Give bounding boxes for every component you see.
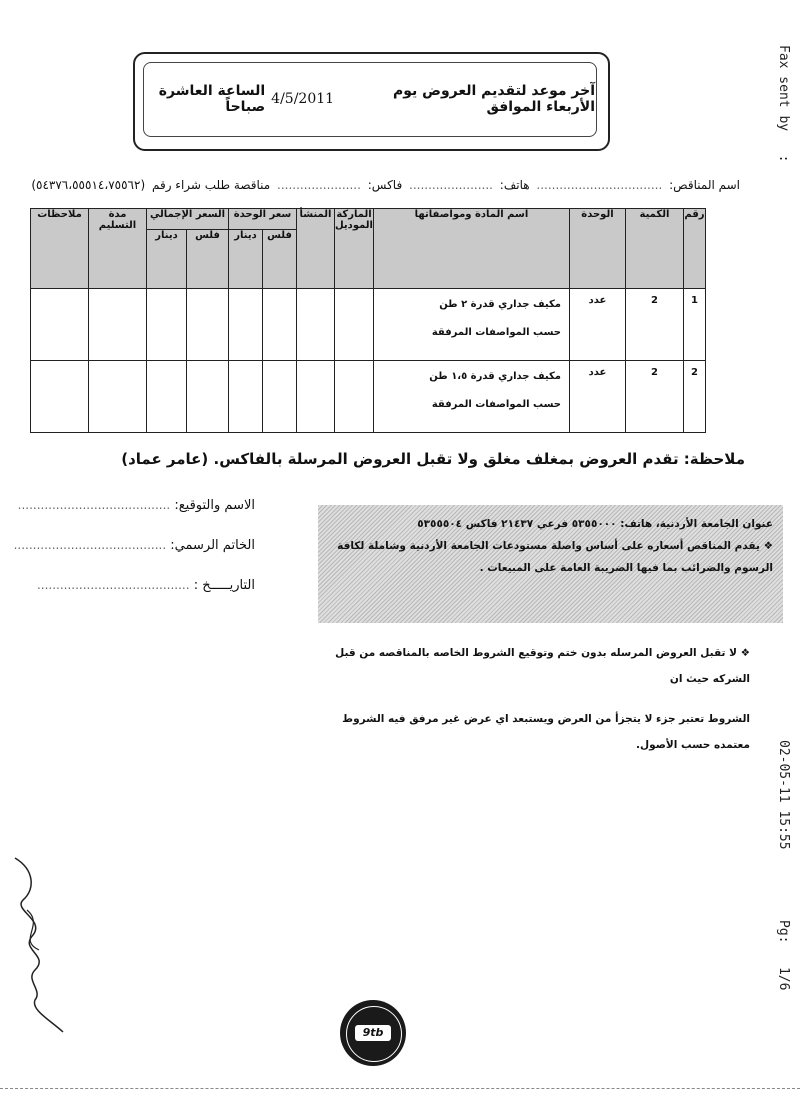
row-description-line2: حسب المواصفات المرفقة [431,327,561,338]
deadline-date: 4/5/2011 [271,90,335,107]
official-stamp-field [13,538,255,553]
name-signature-label: الاسم والتوقيع: [174,498,255,513]
bottom-divider [0,1088,800,1089]
deadline-header [143,62,595,135]
company-logo: 9tb [355,1025,391,1041]
header-notes: ملاحظات [31,209,89,289]
row-no: 1 [683,289,705,361]
header-unit-dinar: دينار [229,230,263,289]
row-unit: عدد [569,361,625,433]
header-unit-fils: فلس [263,230,297,289]
header-brand: الماركة الموديل [335,209,374,289]
price-condition [328,535,773,579]
tender-number: (٥٤٣٧٦،٥٥٥١٤،٧٥٥٦٢) [31,178,146,192]
condition-line2: الشروط تعتبر جزء لا يتجزأ من العرض ويستبعد اي عرض غير مرفق فيه الشروط معتمده حسب الأصول. [342,713,750,751]
row-brand-cell [335,361,374,433]
row-total-fils-cell [187,289,229,361]
header-no: رقم [683,209,705,289]
vendor-line [10,178,740,192]
condition-line1-text: لا تقبل العروض المرسله بدون ختم وتوقيع الشروط الخاصه بالمناقصه من قبل الشركه حيث ان [335,647,750,685]
items-table [30,208,706,433]
row-unit-fils-cell [263,289,297,361]
date-field [35,578,255,593]
header-origin: المنشأ [297,209,335,289]
date-dots: ........................................ [36,578,190,592]
header-unit-price: سعر الوحدة [229,209,297,230]
row-total-fils-cell [187,361,229,433]
date-label: التاريـــــخ : [193,578,255,593]
row-origin-cell [297,361,335,433]
condition-line1 [330,640,750,692]
vendor-label: اسم المناقص: [669,178,740,192]
bullet-icon: ❖ [759,540,773,552]
row-unit-fils-cell [263,361,297,433]
price-condition-text: يقدم المناقص أسعاره على أساس واصلة مستودعات الجامعة الأردنية وشاملة لكافة الرسوم والضرائب بما فيها الضريبة العامة على المبيعات . [337,540,773,574]
fax-page: Pg: 1/6 [776,920,791,991]
row-description-line1: مكيف جداري قدرة ٢ طن [439,299,561,310]
row-brand-cell [335,289,374,361]
row-unit-dinar-cell [229,289,263,361]
header-delivery: مدة التسليم [89,209,147,289]
bullet-icon: ❖ [736,647,750,659]
header-item-name: اسم المادة ومواصفاتها [373,209,569,289]
tender-label: مناقصة طلب شراء رقم [151,178,271,192]
table-row [31,361,706,433]
phone-dots: ...................... [409,178,493,192]
fax-label: فاكس: [367,178,403,192]
row-quantity: 2 [625,361,683,433]
deadline-text-part2: الساعة العاشرة صباحاً [158,82,266,115]
deadline-text-part1: آخر موعد لتقديم العروض يوم الأربعاء الموافق [392,82,595,115]
row-no: 2 [683,361,705,433]
row-delivery-cell [89,361,147,433]
row-delivery-cell [89,289,147,361]
header-total-price: السعر الإجمالي [147,209,229,230]
official-stamp-dots: ........................................ [13,538,167,552]
phone-label: هاتف: [499,178,530,192]
row-notes-cell [31,289,89,361]
university-address: عنوان الجامعة الأردنية، هاتف: ٥٣٥٥٠٠٠ فرعي ٢١٤٣٧ فاكس ٥٣٥٥٥٠٤ [417,518,773,530]
header-total-fils: فلس [187,230,229,289]
vendor-dots: ................................. [536,178,663,192]
fax-timestamp: 02-05-11 15:55 [776,740,791,850]
note-text: ملاحظة: تقدم العروض بمغلف مغلق ولا تقبل العروض المرسلة بالفاكس. (عامر عماد) [121,450,745,468]
fax-dots: ...................... [277,178,361,192]
row-unit-dinar-cell [229,361,263,433]
official-stamp-label: الخاتم الرسمي: [170,538,255,553]
header-total-dinar: دينار [147,230,187,289]
row-description-line2: حسب المواصفات المرفقة [431,399,561,410]
row-origin-cell [297,289,335,361]
row-description-line1: مكيف جداري قدرة ١،٥ طن [429,371,561,382]
row-unit: عدد [569,289,625,361]
address-box [318,505,783,623]
row-description [373,289,569,361]
fax-sent-by: Fax sent by : [776,45,791,163]
header-quantity: الكمية [625,209,683,289]
header-unit: الوحدة [569,209,625,289]
name-signature-dots: ........................................ [17,498,171,512]
handwritten-signature [5,850,70,1035]
table-row [31,289,706,361]
row-total-dinar-cell [147,289,187,361]
row-notes-cell [31,361,89,433]
company-stamp [340,1000,406,1066]
conditions-text [330,640,750,772]
row-description [373,361,569,433]
row-total-dinar-cell [147,361,187,433]
name-signature-field [17,498,255,513]
row-quantity: 2 [625,289,683,361]
